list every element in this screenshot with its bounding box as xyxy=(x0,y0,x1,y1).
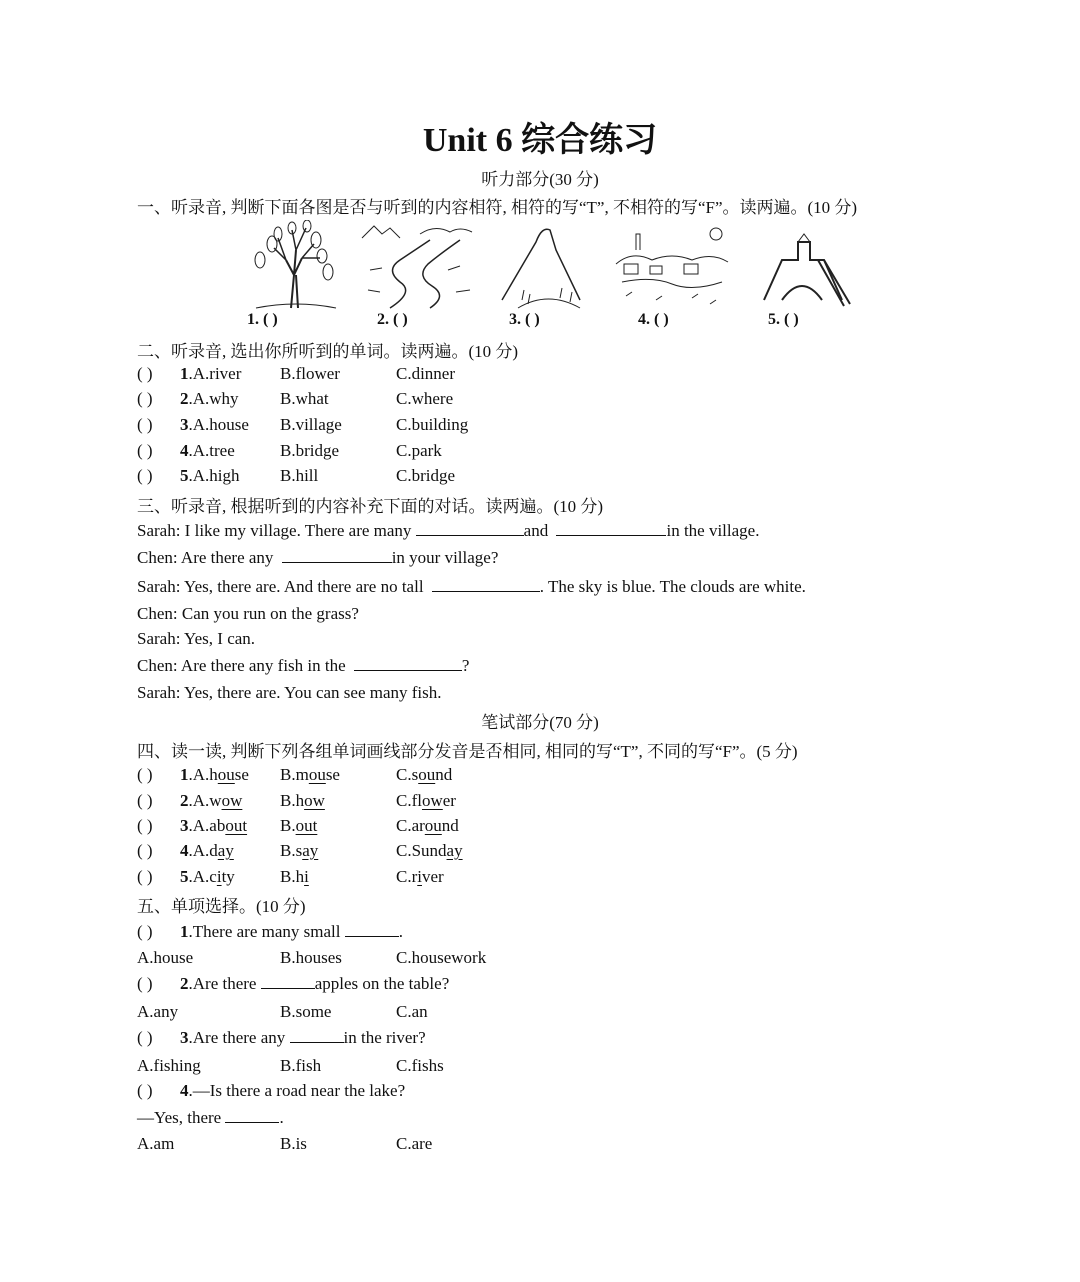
section1-heading: 一、听录音, 判断下面各图是否与听到的内容相符, 相符的写“T”, 不相符的写“F”。读两遍。(10 分) xyxy=(137,198,858,217)
answer-bracket[interactable]: ( ) xyxy=(137,415,153,434)
underlined-part: ow xyxy=(421,791,443,810)
dialogue-line-4: Chen: Can you run on the grass? xyxy=(137,604,359,623)
page-title: Unit 6 综合练习 xyxy=(422,122,658,159)
answer-bracket[interactable]: ( ) xyxy=(137,441,153,460)
question-number: 5 xyxy=(180,867,189,886)
option-c: C.are xyxy=(396,1134,433,1153)
underlined-part: ow xyxy=(304,791,325,810)
picture-label-2: 2. ( ) xyxy=(377,311,408,328)
option-b: B.bridge xyxy=(280,441,340,460)
word-part: .A.h xyxy=(188,765,218,784)
underlined-part: i xyxy=(216,867,222,886)
question-number: 3 xyxy=(180,1028,189,1047)
question-number: 1 xyxy=(180,364,189,383)
dialogue-text: Sarah: Yes, there are. And there are no tall xyxy=(137,577,428,596)
section2-heading: 二、听录音, 选出你所听到的单词。读两遍。(10 分) xyxy=(137,342,519,361)
word-part: se xyxy=(234,765,249,784)
word-part: B.h xyxy=(280,791,305,810)
question-text: in the river? xyxy=(343,1028,426,1047)
option-a: .A.house xyxy=(188,415,249,434)
picture-label-5: 5. ( ) xyxy=(768,311,799,328)
answer-bracket[interactable]: ( ) xyxy=(137,1028,153,1047)
question-number: 3 xyxy=(180,415,189,434)
dialogue-text: ? xyxy=(461,656,470,675)
answer-bracket[interactable]: ( ) xyxy=(137,1081,153,1100)
option-c: C.park xyxy=(396,441,442,460)
option-b: B.is xyxy=(280,1134,307,1153)
option-b: B.hill xyxy=(280,466,319,485)
answer-bracket[interactable]: ( ) xyxy=(137,765,153,784)
underlined-part: ou xyxy=(424,816,442,835)
question-number: 2 xyxy=(180,791,189,810)
underlined-part: ou xyxy=(217,765,235,784)
answer-bracket[interactable]: ( ) xyxy=(137,389,153,408)
word-part: nd xyxy=(435,765,453,784)
village-icon xyxy=(612,220,732,310)
question-number: 2 xyxy=(180,974,189,993)
dialogue-text: Chen: Are there any xyxy=(137,548,278,567)
fill-blank[interactable] xyxy=(225,1108,279,1123)
answer-bracket[interactable]: ( ) xyxy=(137,867,153,886)
word-part: C.ar xyxy=(396,816,425,835)
dialogue-text: in your village? xyxy=(391,548,499,567)
fill-blank[interactable] xyxy=(261,974,315,989)
section4-heading: 四、读一读, 判断下列各组单词画线部分发音是否相同, 相同的写“T”, 不同的写“F”。(5 分) xyxy=(137,742,798,761)
dialogue-line-2 xyxy=(137,548,498,568)
word-part: ver xyxy=(421,867,444,886)
word-part: .A.w xyxy=(188,791,222,810)
underlined-part: out xyxy=(225,816,248,835)
question-text: .Are there xyxy=(188,974,261,993)
question-text: —Yes, there xyxy=(137,1108,226,1127)
option-c: C.fishs xyxy=(396,1056,444,1075)
question-number: 4 xyxy=(180,441,189,460)
dialogue-text: Sarah: I like my village. There are many xyxy=(137,521,416,540)
picture-label-3: 3. ( ) xyxy=(509,311,540,328)
river-icon xyxy=(360,220,480,310)
word-part: C.r xyxy=(396,867,418,886)
question-number: 4 xyxy=(180,1081,189,1100)
word-part: C.fl xyxy=(396,791,422,810)
option-c: C.where xyxy=(396,389,454,408)
tree-icon xyxy=(236,220,356,310)
underlined-part: out xyxy=(295,816,318,835)
word-part: .A.ab xyxy=(188,816,226,835)
dialogue-text: Chen: Are there any fish in the xyxy=(137,656,350,675)
writing-header: 笔试部分(70 分) xyxy=(481,713,599,732)
underlined-part: ow xyxy=(221,791,243,810)
word-part: B.s xyxy=(280,841,303,860)
word-part: B.h xyxy=(280,867,305,886)
question-text: .There are many small xyxy=(188,922,345,941)
dialogue-text: . The sky is blue. The clouds are white. xyxy=(539,577,806,596)
option-c: C.bridge xyxy=(396,466,456,485)
word-part: C.s xyxy=(396,765,419,784)
underlined-part: ay xyxy=(446,841,463,860)
word-part: se xyxy=(325,765,340,784)
fill-blank[interactable] xyxy=(354,656,462,671)
section5-heading: 五、单项选择。(10 分) xyxy=(137,897,306,916)
dialogue-line-1 xyxy=(137,521,759,541)
option-b: B.fish xyxy=(280,1056,322,1075)
dialogue-line-7: Sarah: Yes, there are. You can see many fish. xyxy=(137,683,442,702)
listening-header: 听力部分(30 分) xyxy=(481,170,599,189)
answer-bracket[interactable]: ( ) xyxy=(137,816,153,835)
fill-blank[interactable] xyxy=(282,548,392,563)
underlined-part: ou xyxy=(308,765,326,784)
option-b: B.some xyxy=(280,1002,332,1021)
mountain-icon xyxy=(498,220,618,310)
answer-bracket[interactable]: ( ) xyxy=(137,364,153,383)
question-text: apples on the table? xyxy=(314,974,450,993)
answer-bracket[interactable]: ( ) xyxy=(137,791,153,810)
picture-label-4: 4. ( ) xyxy=(638,311,669,328)
question-text: .—Is there a road near the lake? xyxy=(188,1081,406,1100)
option-b: B.what xyxy=(280,389,329,408)
word-part: B. xyxy=(280,816,296,835)
dialogue-line-3 xyxy=(137,577,806,597)
question-text: . xyxy=(279,1108,284,1127)
option-b: B.village xyxy=(280,415,342,434)
option-b: B.houses xyxy=(280,948,342,967)
fill-blank[interactable] xyxy=(432,577,540,592)
dialogue-line-5: Sarah: Yes, I can. xyxy=(137,629,256,648)
question-text: .Are there any xyxy=(188,1028,290,1047)
option-a: A.any xyxy=(137,1002,179,1021)
option-a: .A.high xyxy=(188,466,240,485)
answer-bracket[interactable]: ( ) xyxy=(137,466,153,485)
option-a: .A.tree xyxy=(188,441,235,460)
underlined-part: ou xyxy=(418,765,436,784)
question-number: 5 xyxy=(180,466,189,485)
question-number: 4 xyxy=(180,841,189,860)
word-part: C.Sund xyxy=(396,841,447,860)
option-a: .A.why xyxy=(188,389,239,408)
dialogue-text: in the village. xyxy=(666,521,760,540)
bridge-icon xyxy=(752,220,872,310)
word-part: nd xyxy=(441,816,459,835)
question-number: 1 xyxy=(180,765,189,784)
dialogue-text: and xyxy=(523,521,553,540)
option-a: A.am xyxy=(137,1134,175,1153)
question-number: 3 xyxy=(180,816,189,835)
answer-bracket[interactable]: ( ) xyxy=(137,922,153,941)
underlined-part: ay xyxy=(302,841,319,860)
picture-label-1: 1. ( ) xyxy=(247,311,278,328)
answer-bracket[interactable]: ( ) xyxy=(137,974,153,993)
option-b: B.flower xyxy=(280,364,340,383)
fill-blank[interactable] xyxy=(345,922,399,937)
fill-blank[interactable] xyxy=(290,1028,344,1043)
option-a: A.fishing xyxy=(137,1056,201,1075)
question-text: . xyxy=(398,922,403,941)
underlined-part: ay xyxy=(217,841,234,860)
underlined-part: i xyxy=(304,867,309,886)
answer-bracket[interactable]: ( ) xyxy=(137,841,153,860)
option-c: C.dinner xyxy=(396,364,456,383)
word-part: .A.d xyxy=(188,841,218,860)
option-c: C.building xyxy=(396,415,469,434)
word-part: B.m xyxy=(280,765,309,784)
question-number: 2 xyxy=(180,389,189,408)
word-part: ty xyxy=(221,867,235,886)
underlined-part: i xyxy=(417,867,422,886)
question-number: 1 xyxy=(180,922,189,941)
option-c: C.housework xyxy=(396,948,487,967)
word-part: er xyxy=(442,791,456,810)
section3-heading: 三、听录音, 根据听到的内容补充下面的对话。读两遍。(10 分) xyxy=(137,497,604,516)
word-part: .A.c xyxy=(188,867,217,886)
option-a: A.house xyxy=(137,948,194,967)
dialogue-line-6 xyxy=(137,656,469,676)
fill-blank[interactable] xyxy=(556,521,666,536)
fill-blank[interactable] xyxy=(416,521,524,536)
option-a: .A.river xyxy=(188,364,242,383)
option-c: C.an xyxy=(396,1002,428,1021)
